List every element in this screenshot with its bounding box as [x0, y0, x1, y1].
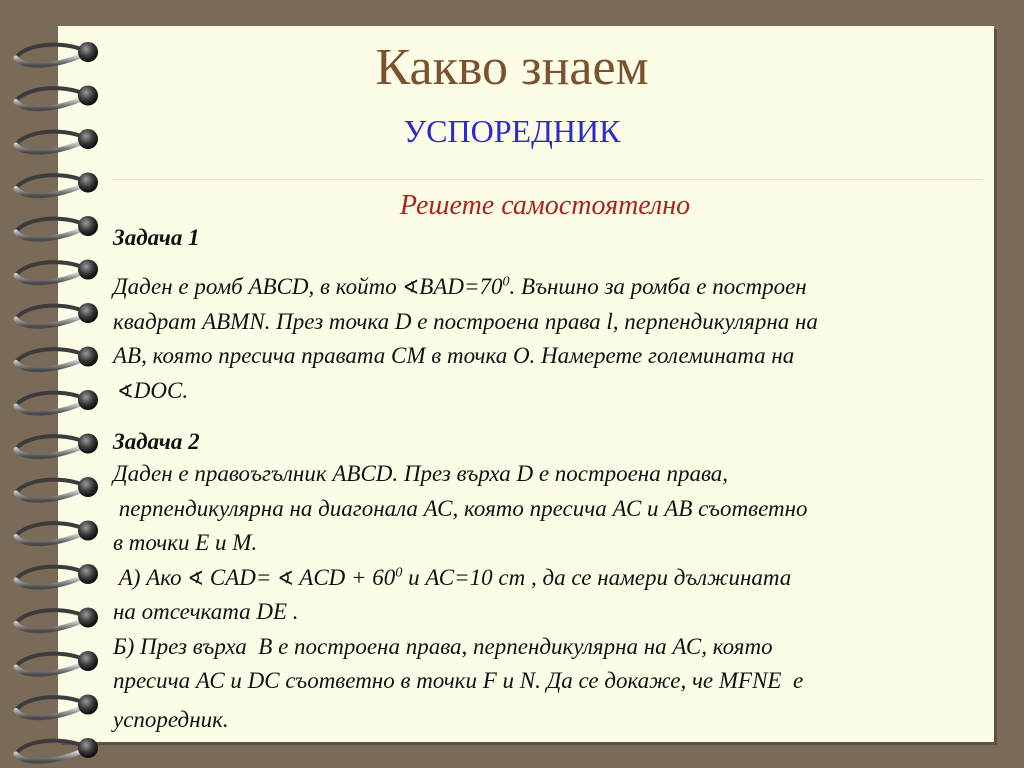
spiral-ring: [16, 608, 98, 631]
task2-line6: Б) През върха В е построена права, перпендикулярна на АС, която: [113, 634, 773, 659]
divider: [112, 179, 982, 180]
page-title: Какво знаем: [375, 39, 649, 96]
task1-heading: Задача 1: [113, 225, 200, 250]
spiral-ring: [16, 521, 98, 544]
instruction-text: Решете самостоятелно: [399, 190, 691, 221]
spiral-ring: [16, 695, 98, 718]
page-subtitle: УСПОРЕДНИК: [403, 113, 621, 149]
spiral-ring: [16, 434, 98, 457]
angle-icon: ∢: [402, 277, 420, 299]
angle-icon: ∢: [277, 568, 294, 590]
spiral-ring: [16, 390, 98, 413]
spiral-ring: [16, 738, 98, 761]
spiral-ring: [16, 477, 98, 500]
angle-icon: ∢: [117, 381, 134, 403]
task1-line4: ∢DOC.: [117, 378, 189, 403]
task2-line1: Даден е правоъгълник ABCD. През върха D е построена права,: [113, 461, 729, 486]
task2-heading: Задача 2: [113, 429, 200, 454]
spiral-ring: [16, 651, 98, 674]
spiral-ring: [16, 564, 98, 587]
task2-line7: пресича АС и DC съответно в точки F и N. Да се докаже, че MFNE е: [113, 668, 804, 693]
task2-line8: успоредник.: [113, 707, 229, 732]
spiral-ring: [16, 303, 98, 326]
spiral-ring: [16, 347, 98, 370]
task2-line5: на отсечката DE .: [113, 599, 299, 624]
task1-line3: АВ, която пресича правата СМ в точка О. Намерете големината на: [113, 343, 795, 368]
angle-icon: ∢: [187, 568, 205, 590]
task1-line1: Даден е ромб ABCD, в който $∢BAD=70^0$. Външно за ромба е построен: [113, 274, 807, 299]
task2-line4: А) Ако ∢ CAD= ∢ ACD + $60^0$ и АС=10 cm , да се намери дължината: [113, 565, 792, 590]
task2-line2: перпендикулярна на диагонала АС, която пресича АС и АВ съответно: [113, 496, 808, 521]
task2-line3: в точки Е и М.: [113, 530, 258, 555]
task1-line2: квадрат ABMN. През точка D е построена права l, перпендикулярна на: [113, 309, 818, 334]
spiral-ring: [16, 260, 98, 283]
